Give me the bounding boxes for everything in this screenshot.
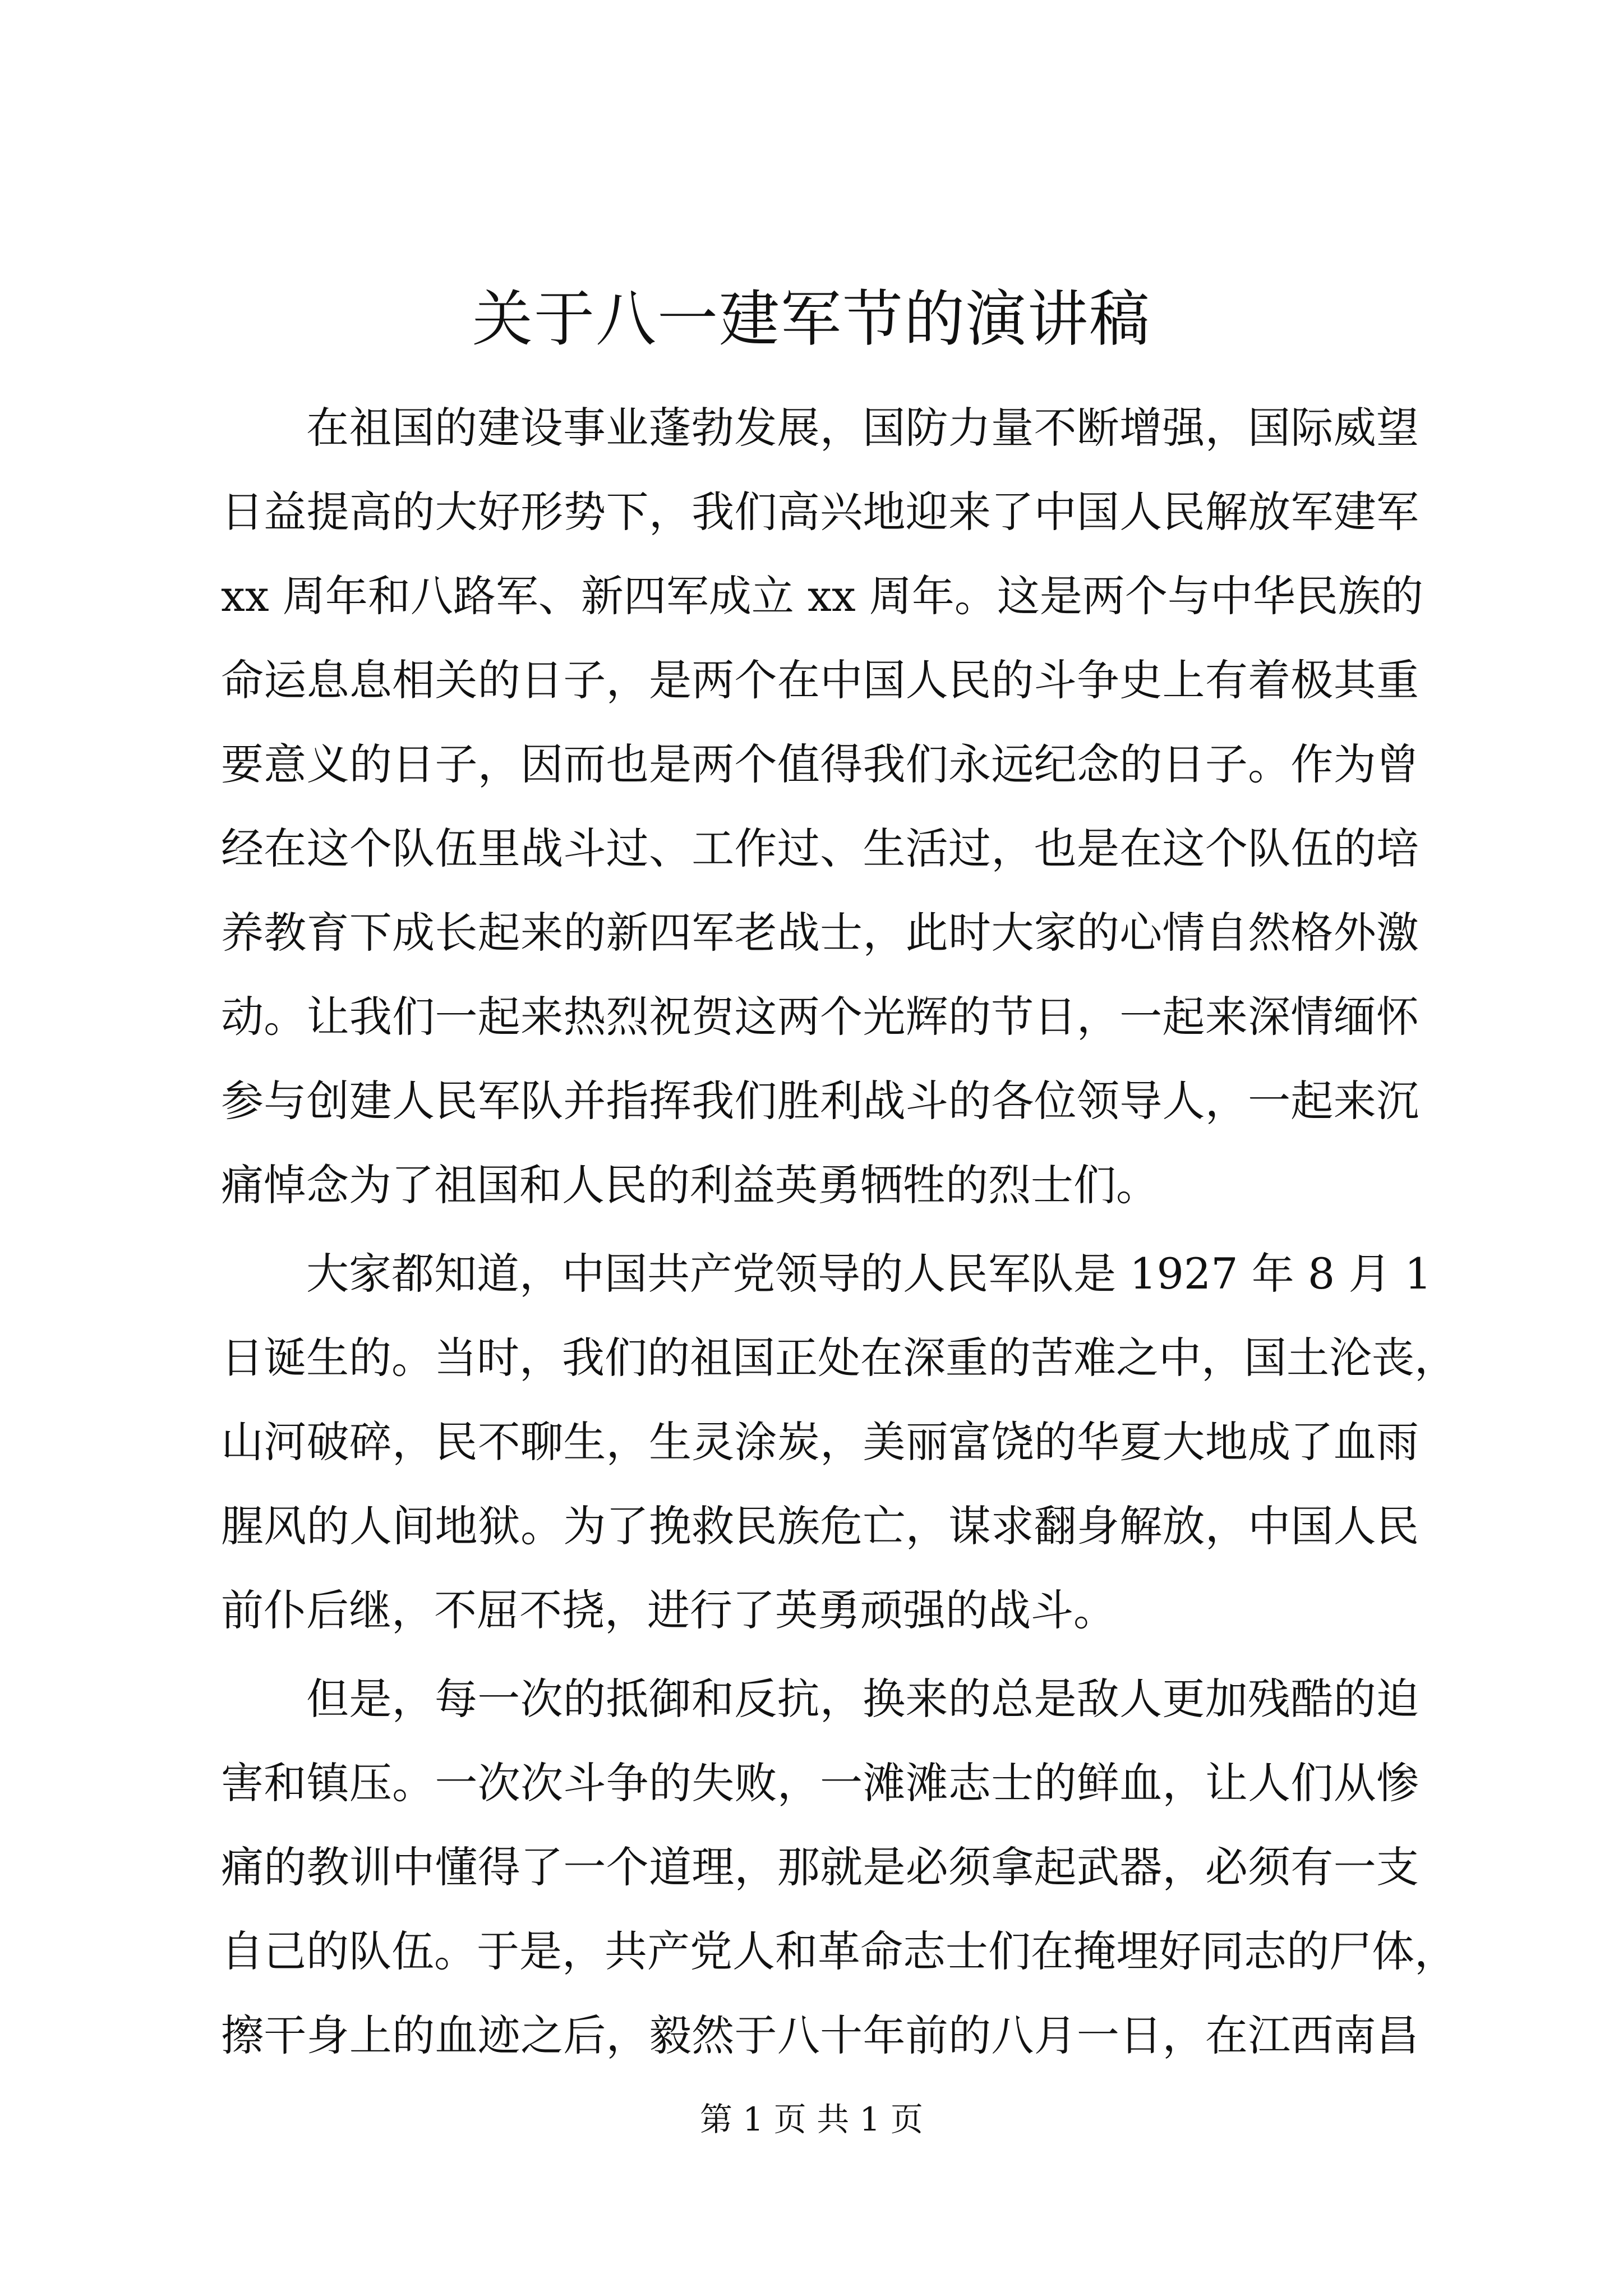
paragraph-1-line-9: 参与创建人民军队并指挥我们胜利战斗的各位领导人，一起来沉 xyxy=(221,1076,1419,1126)
paragraph-3-line-1: 但是，每一次的抵御和反抗，换来的总是敌人更加残酷的迫 xyxy=(306,1674,1419,1724)
paragraph-1-line-1: 在祖国的建设事业蓬勃发展，国防力量不断增强，国际威望 xyxy=(306,403,1419,453)
document-title: 关于八一建军节的演讲稿 xyxy=(472,284,1151,355)
paragraph-1-line-2: 日益提高的大好形势下，我们高兴地迎来了中国人民解放军建军 xyxy=(221,487,1419,537)
paragraph-1-line-8: 动。让我们一起来热烈祝贺这两个光辉的节日，一起来深情缅怀 xyxy=(221,992,1419,1042)
paragraph-3-line-2: 害和镇压。一次次斗争的失败，一滩滩志士的鲜血，让人们从惨 xyxy=(221,1758,1419,1808)
paragraph-1-line-5: 要意义的日子，因而也是两个值得我们永远纪念的日子。作为曾 xyxy=(221,739,1419,789)
paragraph-1-line-6: 经在这个队伍里战斗过、工作过、生活过，也是在这个队伍的培 xyxy=(221,823,1419,873)
paragraph-1-line-10: 痛悼念为了祖国和人民的利益英勇牺牲的烈士们。 xyxy=(221,1160,1159,1210)
paragraph-3-line-4: 自己的队伍。于是，共产党人和革命志士们在掩埋好同志的尸体， xyxy=(221,1926,1457,1976)
paragraph-3-line-3: 痛的教训中懂得了一个道理，那就是必须拿起武器，必须有一支 xyxy=(221,1842,1419,1892)
paragraph-2-line-3: 山河破碎，民不聊生，生灵涂炭，美丽富饶的华夏大地成了血雨 xyxy=(221,1417,1419,1467)
paragraph-1-line-7: 养教育下成长起来的新四军老战士，此时大家的心情自然格外激 xyxy=(221,908,1419,958)
paragraph-3-line-5: 擦干身上的血迹之后，毅然于八十年前的八月一日，在江西南昌 xyxy=(221,2010,1419,2060)
page-footer: 第 1 页 共 1 页 xyxy=(700,2100,923,2138)
paragraph-1-line-3: xx 周年和八路军、新四军成立 xx 周年。这是两个与中华民族的 xyxy=(221,571,1423,621)
paragraph-2-line-1: 大家都知道，中国共产党领导的人民军队是 1927 年 8 月 1 xyxy=(306,1249,1432,1299)
paragraph-1-line-4: 命运息息相关的日子，是两个在中国人民的斗争史上有着极其重 xyxy=(221,655,1419,705)
paragraph-2-line-2: 日诞生的。当时，我们的祖国正处在深重的苦难之中，国土沦丧， xyxy=(221,1333,1457,1383)
paragraph-2-line-5: 前仆后继，不屈不挠，进行了英勇顽强的战斗。 xyxy=(221,1585,1116,1635)
paragraph-2-line-4: 腥风的人间地狱。为了挽救民族危亡，谋求翻身解放，中国人民 xyxy=(221,1501,1419,1551)
